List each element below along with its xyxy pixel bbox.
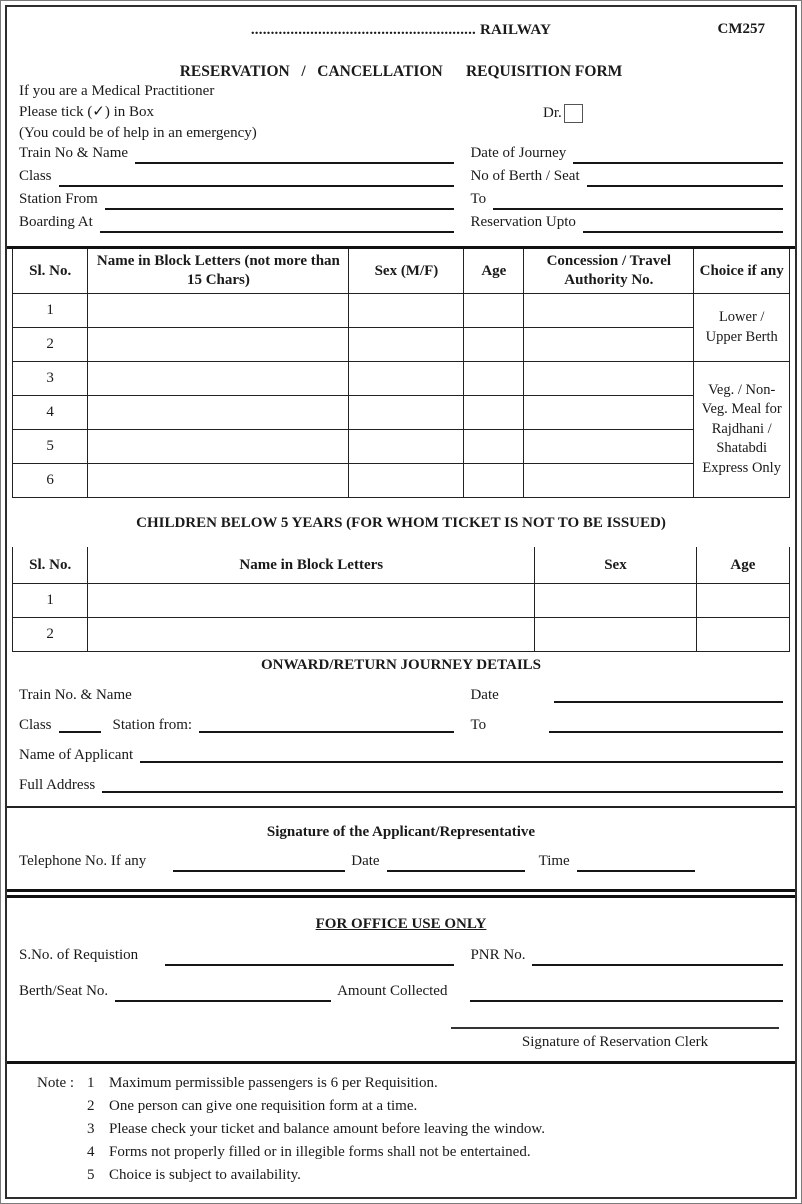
onward-class-line[interactable] — [59, 714, 101, 733]
onward-date-label: Date — [470, 687, 499, 703]
name-of-applicant-line[interactable] — [140, 761, 783, 763]
note-text: Maximum permissible passengers is 6 per Requisition. — [109, 1075, 438, 1091]
onward-row-address — [19, 766, 783, 796]
passenger-row-6 — [13, 464, 790, 498]
note-text: Choice is subject to availability. — [109, 1167, 301, 1183]
medical-note-3: (You could be of help in an emergency) — [19, 125, 257, 141]
row-number: 1 — [13, 294, 88, 328]
note-item — [19, 1164, 783, 1187]
age-cell[interactable] — [464, 362, 524, 396]
dr-field — [543, 103, 583, 124]
row-number: 2 — [13, 618, 88, 652]
medical-note-2-row — [19, 102, 783, 123]
passenger-row-3 — [13, 362, 790, 396]
onward-section — [7, 652, 795, 806]
tick-instruction: Please tick (✓) in Box — [19, 104, 155, 120]
col-header-sex: Sex — [535, 547, 697, 584]
berth-seat-no-label: Berth/Seat No. — [19, 983, 109, 999]
boarding-at-line[interactable] — [100, 214, 455, 233]
onward-to-line[interactable] — [549, 714, 783, 733]
telephone-line[interactable] — [173, 853, 345, 872]
note-number: 5 — [87, 1167, 95, 1183]
clerk-signature-label: Signature of Reservation Clerk — [521, 1034, 709, 1050]
age-cell[interactable] — [464, 328, 524, 362]
passenger-row-4 — [13, 396, 790, 430]
row-number: 5 — [13, 430, 88, 464]
station-from-line[interactable] — [105, 191, 455, 210]
amount-collected-line[interactable] — [470, 983, 783, 1002]
passenger-table — [12, 249, 790, 498]
note-text: Forms not properly filled or in illegible forms shall not be entertained. — [109, 1144, 531, 1160]
concession-cell[interactable] — [524, 464, 694, 498]
row-number: 3 — [13, 362, 88, 396]
berth-seat-no-line[interactable] — [115, 983, 331, 1002]
onward-section-title: ONWARD/RETURN JOURNEY DETAILS — [260, 657, 542, 673]
sig-time-label: Time — [538, 853, 570, 869]
note-text: One person can give one requisition form at a time. — [109, 1098, 418, 1114]
note-number: 1 — [87, 1075, 95, 1091]
col-header-sl-no: Sl. No. — [13, 547, 88, 584]
age-cell[interactable] — [696, 618, 789, 652]
signature-title: Signature of the Applicant/Representative — [266, 824, 536, 840]
children-table — [12, 547, 790, 652]
sex-cell[interactable] — [535, 618, 697, 652]
sex-cell[interactable] — [349, 396, 464, 430]
sex-cell[interactable] — [349, 328, 464, 362]
field-row-station — [19, 191, 783, 213]
class-line[interactable] — [59, 168, 455, 187]
dr-label: Dr. — [543, 105, 562, 121]
age-cell[interactable] — [696, 584, 789, 618]
name-cell[interactable] — [88, 618, 535, 652]
sex-cell[interactable] — [349, 362, 464, 396]
to-line[interactable] — [493, 191, 783, 210]
col-header-choice: Choice if any — [694, 249, 790, 294]
concession-cell[interactable] — [524, 396, 694, 430]
onward-row-class — [19, 706, 783, 736]
office-use-section — [7, 898, 795, 1061]
choice-meal-cell: Veg. / Non-Veg. Meal for Rajdhani / Shatabdi Express Only — [694, 362, 790, 498]
note-item — [19, 1141, 783, 1164]
children-table-header-row — [13, 547, 790, 584]
children-row-1 — [13, 584, 790, 618]
note-item — [19, 1072, 783, 1095]
boarding-at-label: Boarding At — [19, 214, 93, 230]
concession-cell[interactable] — [524, 362, 694, 396]
field-row-boarding — [19, 214, 783, 236]
concession-cell[interactable] — [524, 294, 694, 328]
note-number: 2 — [87, 1098, 95, 1114]
amount-collected-label: Amount Collected — [337, 983, 448, 999]
onward-row-applicant — [19, 736, 783, 766]
train-no-name-line[interactable] — [135, 145, 454, 164]
date-of-journey-label: Date of Journey — [470, 145, 567, 161]
col-header-concession: Concession / Travel Authority No. — [524, 249, 694, 294]
reservation-upto-label: Reservation Upto — [470, 214, 576, 230]
onward-train-label: Train No. & Name — [19, 687, 132, 703]
onward-station-from-label: Station from: — [112, 717, 193, 733]
title-row — [19, 21, 783, 45]
passenger-table-header-row — [13, 249, 790, 294]
onward-class-label: Class — [19, 717, 52, 733]
passenger-row-1 — [13, 294, 790, 328]
medical-note-1: If you are a Medical Practitioner — [19, 83, 215, 99]
age-cell[interactable] — [464, 464, 524, 498]
name-cell[interactable] — [88, 584, 535, 618]
col-header-name: Name in Block Letters (not more than 15 Chars) — [88, 249, 349, 294]
note-label: Note : — [37, 1075, 78, 1091]
sex-cell[interactable] — [535, 584, 697, 618]
form-code: CM257 — [717, 21, 765, 37]
note-item — [19, 1118, 783, 1141]
sex-cell[interactable] — [349, 430, 464, 464]
note-text: Please check your ticket and balance amount before leaving the window. — [109, 1121, 545, 1137]
sno-requisition-label: S.No. of Requistion — [19, 947, 139, 963]
sex-cell[interactable] — [349, 464, 464, 498]
onward-to-label: To — [470, 717, 487, 733]
name-of-applicant-label: Name of Applicant — [19, 747, 134, 763]
no-of-berth-seat-label: No of Berth / Seat — [470, 168, 580, 184]
office-row-requisition — [19, 947, 783, 969]
field-row-class — [19, 168, 783, 190]
train-no-name-label: Train No & Name — [19, 145, 129, 161]
name-cell[interactable] — [88, 362, 349, 396]
name-cell[interactable] — [88, 464, 349, 498]
telephone-row — [19, 853, 783, 875]
onward-station-from-line[interactable] — [199, 714, 454, 733]
office-row-berth — [19, 983, 783, 1005]
children-row-2 — [13, 618, 790, 652]
telephone-label: Telephone No. If any — [19, 853, 147, 869]
children-section-title: CHILDREN BELOW 5 YEARS (FOR WHOM TICKET IS NOT TO BE ISSUED) — [136, 515, 666, 531]
form-inner-border — [5, 5, 797, 1199]
passenger-row-5 — [13, 430, 790, 464]
dr-checkbox[interactable] — [564, 104, 583, 123]
full-address-line[interactable] — [102, 791, 783, 793]
onward-date-line[interactable] — [554, 684, 783, 703]
name-cell[interactable] — [88, 396, 349, 430]
col-header-name: Name in Block Letters — [88, 547, 535, 584]
thick-double-divider — [7, 889, 795, 898]
col-header-age: Age — [464, 249, 524, 294]
top-section — [7, 7, 795, 246]
station-from-label: Station From — [19, 191, 98, 207]
sex-cell[interactable] — [349, 294, 464, 328]
form-title: RESERVATION / CANCELLATION REQUISITION FORM — [179, 63, 623, 80]
row-number: 6 — [13, 464, 88, 498]
no-of-berth-seat-line[interactable] — [587, 168, 783, 187]
age-cell[interactable] — [464, 430, 524, 464]
col-header-sex: Sex (M/F) — [349, 249, 464, 294]
reservation-upto-line[interactable] — [583, 214, 783, 233]
class-label: Class — [19, 168, 52, 184]
sno-requisition-line[interactable] — [165, 947, 454, 966]
sig-date-label: Date — [351, 853, 380, 869]
row-number: 1 — [13, 584, 88, 618]
note-number: 4 — [87, 1144, 95, 1160]
full-address-label: Full Address — [19, 777, 96, 793]
clerk-signature-block — [451, 1027, 779, 1051]
notes-section — [7, 1064, 795, 1197]
age-cell[interactable] — [464, 396, 524, 430]
to-label: To — [470, 191, 487, 207]
field-row-train — [19, 145, 783, 167]
col-header-age: Age — [696, 547, 789, 584]
passenger-row-2 — [13, 328, 790, 362]
concession-cell[interactable] — [524, 430, 694, 464]
pnr-no-label: PNR No. — [470, 947, 526, 963]
note-number: 3 — [87, 1121, 95, 1137]
pnr-no-line[interactable] — [532, 947, 783, 966]
name-cell[interactable] — [88, 328, 349, 362]
col-header-sl-no: Sl. No. — [13, 249, 88, 294]
age-cell[interactable] — [464, 294, 524, 328]
onward-row-train — [19, 676, 783, 706]
railway-title: ......................................................... RAILWAY — [250, 22, 552, 38]
concession-cell[interactable] — [524, 328, 694, 362]
name-cell[interactable] — [88, 430, 349, 464]
sig-time-line[interactable] — [577, 853, 695, 872]
name-cell[interactable] — [88, 294, 349, 328]
signature-section — [7, 808, 795, 889]
row-number: 2 — [13, 328, 88, 362]
sig-date-line[interactable] — [387, 853, 525, 872]
date-of-journey-line[interactable] — [573, 145, 783, 164]
office-use-title: FOR OFFICE USE ONLY — [315, 916, 487, 932]
row-number: 4 — [13, 396, 88, 430]
choice-berth-cell: Lower / Upper Berth — [694, 294, 790, 362]
note-item — [19, 1095, 783, 1118]
